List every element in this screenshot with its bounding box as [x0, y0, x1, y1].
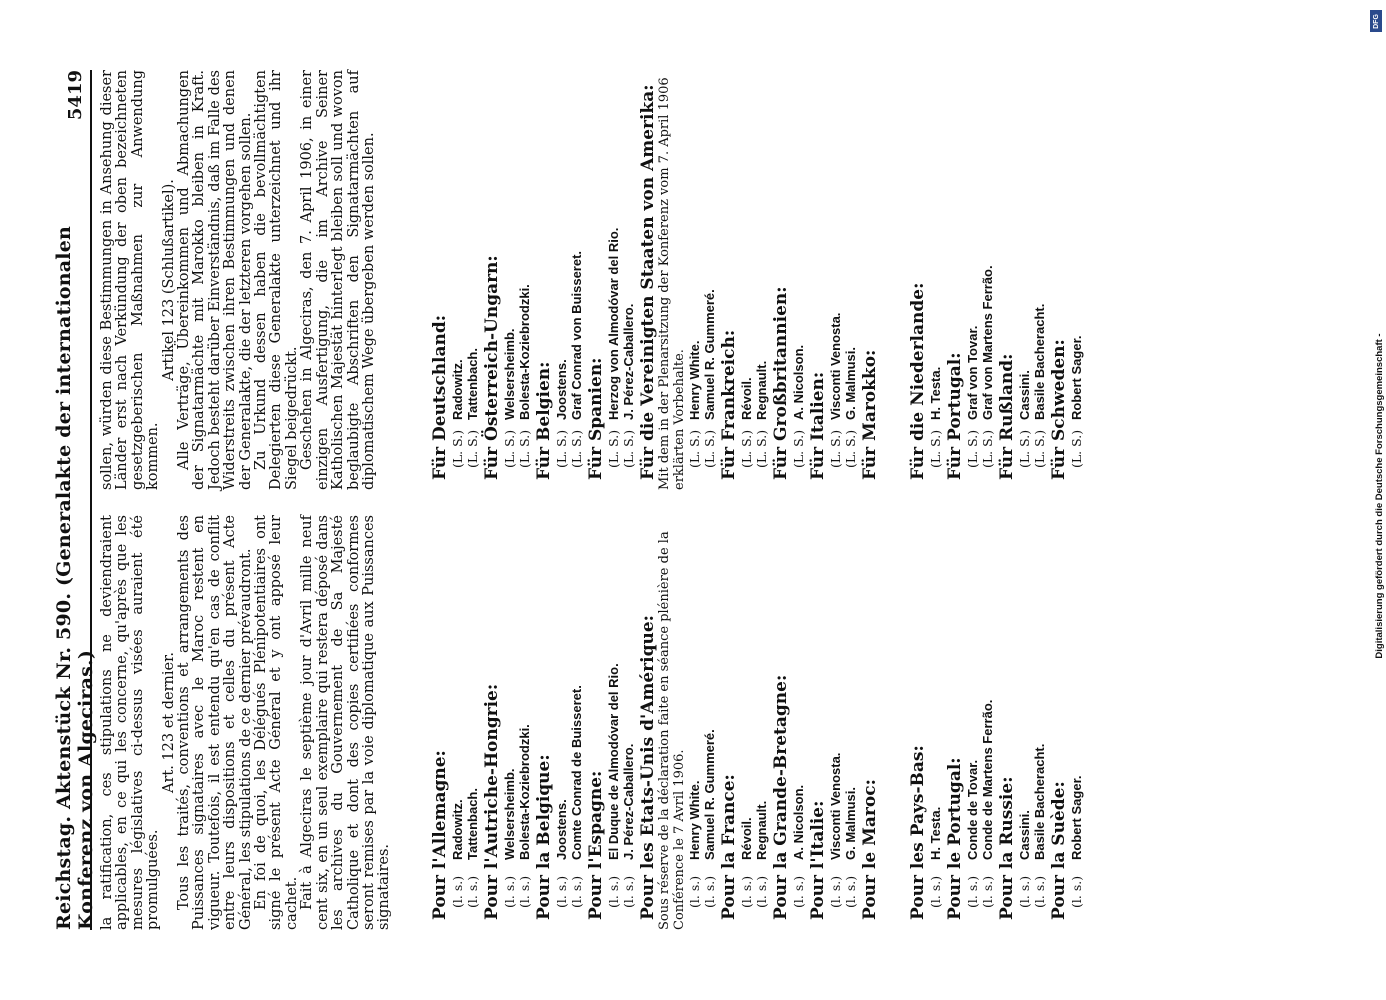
signature-row [606, 510, 621, 930]
signatory-country: Pour l'Espagne: [586, 770, 606, 920]
signatory-name: Robert Sager. [1069, 335, 1084, 420]
french-article-heading: Art. 123 et dernier. [160, 651, 177, 794]
dfg-logo: DFG [1370, 10, 1382, 32]
signatory-name: Radowitz. [450, 359, 465, 420]
german-article-heading: Artikel 123 (Schlußartikel). [160, 179, 177, 381]
signatory-name: Comte Conrad de Buisseret. [569, 685, 584, 860]
signature-row [569, 70, 584, 490]
seal-mark: (l. s.) [569, 875, 584, 908]
seal-mark: (l. s.) [1017, 875, 1032, 908]
side-note: Digitalisierung gefördert durch die Deutsche Forschungsgemeinschaft - [1374, 333, 1385, 659]
signatory-name: Basile Bacheracht. [1032, 303, 1047, 420]
signature-row [450, 510, 465, 930]
seal-mark: (l. s.) [1032, 875, 1047, 908]
signatory-name: Welsersheimb. [502, 328, 517, 420]
seal-mark: (L. S.) [702, 429, 717, 468]
seal-mark: (L. S.) [754, 429, 769, 468]
signature-row [606, 70, 621, 490]
signature-row [843, 510, 858, 930]
signatory-name: Samuel R. Gummeré. [702, 729, 717, 860]
seal-mark: (l. s.) [702, 875, 717, 908]
seal-mark: (l. s.) [965, 875, 980, 908]
seal-mark: (l. s.) [1069, 875, 1084, 908]
signatory-country: Für Deutschland: [430, 314, 450, 480]
signatory-name: Graf von Martens Ferrão. [980, 265, 995, 420]
signature-row [980, 70, 995, 490]
seal-mark: (L. S.) [928, 429, 943, 468]
signatory-country: Pour la Grande-Bretagne: [771, 674, 791, 920]
signature-row [928, 70, 943, 490]
signatory-name: G. Malmusi. [843, 347, 858, 420]
seal-mark: (L. S.) [554, 429, 569, 468]
french-paragraph: Tous les traités, conventions et arrangements des Puissances signataires avec le Maroc restent en vigueur. Toutefois, il est entendu qu'en cas de conflit entre leurs dispositions et celles du présent Acte Général, les stipulations de ce dernier prévaudront. [176, 515, 254, 930]
signature-row [1032, 510, 1047, 930]
signatory-country: Pour l'Allemagne: [430, 750, 450, 920]
running-head: Reichstag. Aktenstück Nr. 590. (Generalakte der internationalen Konferenz von Algeciras.) [53, 226, 97, 930]
signatory-name: Radowitz. [450, 799, 465, 860]
seal-mark: (l. s.) [928, 875, 943, 908]
signatory-name: Cassini. [1017, 370, 1032, 420]
signatory-name: Joostens. [554, 359, 569, 420]
signatory-country: Für die Niederlande: [908, 282, 928, 480]
seal-mark: (l. s.) [980, 875, 995, 908]
seal-mark: (l. s.) [621, 875, 636, 908]
signatory-name: El Duque de Almodóvar del Rio. [606, 663, 621, 860]
seal-mark: (l. s.) [828, 875, 843, 908]
seal-mark: (L. S.) [606, 429, 621, 468]
signature-row [965, 70, 980, 490]
signatory-country: Pour l'Italie: [808, 800, 828, 920]
signature-row [1069, 70, 1084, 490]
signatory-country: Für Österreich-Ungarn: [482, 255, 502, 480]
signatory-name: H. Testa. [928, 366, 943, 420]
signatory-name: Henry White. [687, 340, 702, 420]
signatory-name: Welsersheimb. [502, 768, 517, 860]
french-text-column [100, 515, 393, 930]
signature-row [554, 510, 569, 930]
signature-row [702, 510, 717, 930]
seal-mark: (L. S.) [1069, 429, 1084, 468]
seal-mark: (l. s.) [791, 875, 806, 908]
signatory-name: Graf von Tovar. [965, 325, 980, 420]
signatory-name: Robert Sager. [1069, 775, 1084, 860]
german-paragraph: Zu Urkund dessen haben die bevollmächtigten Delegierten diese Generalakte unterzeichnet und ihr Siegel beigedrückt. [253, 70, 300, 490]
seal-mark: (L. S.) [1017, 429, 1032, 468]
signature-row [702, 70, 717, 490]
signature-row [828, 510, 843, 930]
signatory-name: J. Pérez-Caballero. [621, 303, 636, 420]
signatory-name: Cassini. [1017, 810, 1032, 860]
signature-row [517, 510, 532, 930]
seal-mark: (l. s.) [843, 875, 858, 908]
signature-row [1017, 510, 1032, 930]
signatory-country: Für Schweden: [1049, 339, 1069, 480]
signatory-country: Für Rußland: [997, 353, 1017, 480]
french-paragraph: Fait à Algeciras le septième jour d'Avril mille neuf cent six, en un seul exemplaire qui restera déposé dans les archives du Gouvernement de Sa Majesté Catholique et dont des copies certifiées conformes seront remises par la voie diplomatique aux Puissances signataires. [299, 515, 393, 930]
signatory-name: Joostens. [554, 799, 569, 860]
seal-mark: (l. s.) [606, 875, 621, 908]
signatory-country: Für Portugal: [945, 352, 965, 480]
signature-row [502, 510, 517, 930]
signatory-country: Pour la Belgique: [534, 754, 554, 920]
seal-mark: (L. S.) [965, 429, 980, 468]
side-note-strip [1370, 10, 1384, 1000]
signature-row [739, 70, 754, 490]
signature-row [980, 510, 995, 930]
signatory-name: Révoil. [739, 377, 754, 420]
signatory-name: Herzog von Almodóvar del Rio. [606, 227, 621, 420]
signature-row [517, 70, 532, 490]
seal-mark: (l. s.) [465, 875, 480, 908]
french-paragraph: En foi de quoi, les Délégués Plénipotentiaires ont signé le présent Acte Général et y ont apposé leur cachet. [253, 515, 300, 930]
signatory-name: H. Testa. [928, 806, 943, 860]
signature-row [739, 510, 754, 930]
signature-row [754, 70, 769, 490]
signature-row [502, 70, 517, 490]
signature-row [621, 510, 636, 930]
signatory-name: Tattenbach. [465, 788, 480, 860]
reservation-note: Sous réserve de la déclaration faite en séance plénière de la Conférence le 7 Avril 1906. [657, 531, 687, 930]
german-paragraph: Geschehen in Algeciras, den 7. April 1906, in einer einzigen Ausfertigung, die im Archive Seiner Katholischen Majestät hinterlegt bleiben soll und wovon beglaubigte Abschriften den Signatarmächten auf diplomatischem Wege übergeben werden sollen. [299, 70, 377, 490]
signatory-country: Pour les Etats-Unis d'Amérique: [638, 615, 658, 920]
signature-row [1032, 70, 1047, 490]
seal-mark: (L. S.) [739, 429, 754, 468]
signatory-name: Henry White. [687, 780, 702, 860]
signatory-name: Révoil. [739, 817, 754, 860]
page-header [53, 70, 97, 930]
signatory-name: J. Pérez-Caballero. [621, 743, 636, 860]
signature-row [1069, 510, 1084, 930]
seal-mark: (l. s.) [687, 875, 702, 908]
seal-mark: (L. S.) [1032, 429, 1047, 468]
signatory-country: Für Marokko: [860, 349, 880, 480]
seal-mark: (L. S.) [828, 429, 843, 468]
signature-row [687, 70, 702, 490]
signatory-name: Visconti Venosta. [828, 752, 843, 860]
seal-mark: (L. S.) [450, 429, 465, 468]
signatory-name: Samuel R. Gummeré. [702, 289, 717, 420]
signatory-name: Tattenbach. [465, 348, 480, 420]
signatory-country: Pour le Maroc: [860, 779, 880, 920]
signature-row [1017, 70, 1032, 490]
seal-mark: (L. S.) [517, 429, 532, 468]
french-paragraph: la ratification, ces stipulations ne deviendraient applicables, en ce qui les concerne, qu'après que les mesures législatives ci-dessus visées auraient été promulguées. [99, 515, 162, 930]
seal-mark: (l. s.) [450, 875, 465, 908]
signature-row [554, 70, 569, 490]
signature-row [791, 510, 806, 930]
signatory-name: G. Malmusi. [843, 787, 858, 860]
seal-mark: (L. S.) [687, 429, 702, 468]
signature-row [928, 510, 943, 930]
seal-mark: (L. S.) [465, 429, 480, 468]
german-paragraph: Alle Verträge, Übereinkommen und Abmachungen der Signatarmächte mit Marokko bleiben in Kraft. Jedoch besteht darüber Einverständnis, daß im Falle des Widerstreits zwischen ihren Bestimmungen und denen der Generalakte, die der letzteren vorgehen sollen. [176, 70, 254, 490]
seal-mark: (L. S.) [980, 429, 995, 468]
signatory-name: Basile Bacheracht. [1032, 743, 1047, 860]
signatory-name: Regnault. [754, 360, 769, 420]
signature-row [965, 510, 980, 930]
seal-mark: (L. S.) [502, 429, 517, 468]
signatory-country: Für Frankreich: [719, 329, 739, 480]
signature-row [828, 70, 843, 490]
seal-mark: (l. s.) [754, 875, 769, 908]
signature-row [450, 70, 465, 490]
signatory-country: Für Belgien: [534, 361, 554, 480]
signatory-name: Visconti Venosta. [828, 312, 843, 420]
signatory-country: Für Italien: [808, 371, 828, 480]
signatory-country: Pour les Pays-Bas: [908, 745, 928, 920]
signature-row [754, 510, 769, 930]
seal-mark: (l. s.) [517, 875, 532, 908]
seal-mark: (L. S.) [791, 429, 806, 468]
signatory-country: Pour la Suède: [1049, 781, 1069, 920]
signatory-country: Für die Vereinigten Staaten von Amerika: [638, 84, 658, 480]
signature-row [465, 510, 480, 930]
seal-mark: (L. S.) [621, 429, 636, 468]
seal-mark: (l. s.) [502, 875, 517, 908]
signatory-name: Bolesta-Koziebrodzki. [517, 284, 532, 420]
seal-mark: (l. s.) [739, 875, 754, 908]
german-signatures [428, 70, 1084, 490]
signatory-country: Pour le Portugal: [945, 757, 965, 920]
signature-row [687, 510, 702, 930]
signatory-country: Pour l'Autriche-Hongrie: [482, 683, 502, 920]
signatory-name: A. Nicolson. [791, 784, 806, 860]
signature-row [791, 70, 806, 490]
signature-row [621, 70, 636, 490]
seal-mark: (L. S.) [569, 429, 584, 468]
reservation-note: Mit dem in der Plenarsitzung der Konferenz vom 7. April 1906 erklärten Vorbehalte. [657, 77, 687, 490]
signatory-country: Für Großbritannien: [771, 286, 791, 480]
signatory-name: Graf Conrad von Buisseret. [569, 250, 584, 420]
signatory-name: A. Nicolson. [791, 344, 806, 420]
signatory-name: Conde de Martens Ferrão. [980, 699, 995, 860]
signature-row [569, 510, 584, 930]
german-text-column [100, 70, 377, 490]
seal-mark: (L. S.) [843, 429, 858, 468]
signatory-country: Pour la France: [719, 774, 739, 920]
french-signatures [428, 510, 1084, 930]
signatory-name: Bolesta-Koziebrodzki. [517, 724, 532, 860]
seal-mark: (l. s.) [554, 875, 569, 908]
signatory-country: Pour la Russie: [997, 776, 1017, 920]
german-paragraph: sollen, würden diese Bestimmungen in Ansehung dieser Länder erst nach Verkündung der oben bezeichneten gesetzgeberischen Maßnahmen zur Anwendung kommen. [99, 70, 162, 490]
signatory-country: Für Spanien: [586, 357, 606, 480]
page-number: 5419 [64, 70, 86, 121]
signatory-name: Regnault. [754, 800, 769, 860]
signature-row [843, 70, 858, 490]
signature-row [465, 70, 480, 490]
signatory-name: Conde de Tovar. [965, 759, 980, 860]
